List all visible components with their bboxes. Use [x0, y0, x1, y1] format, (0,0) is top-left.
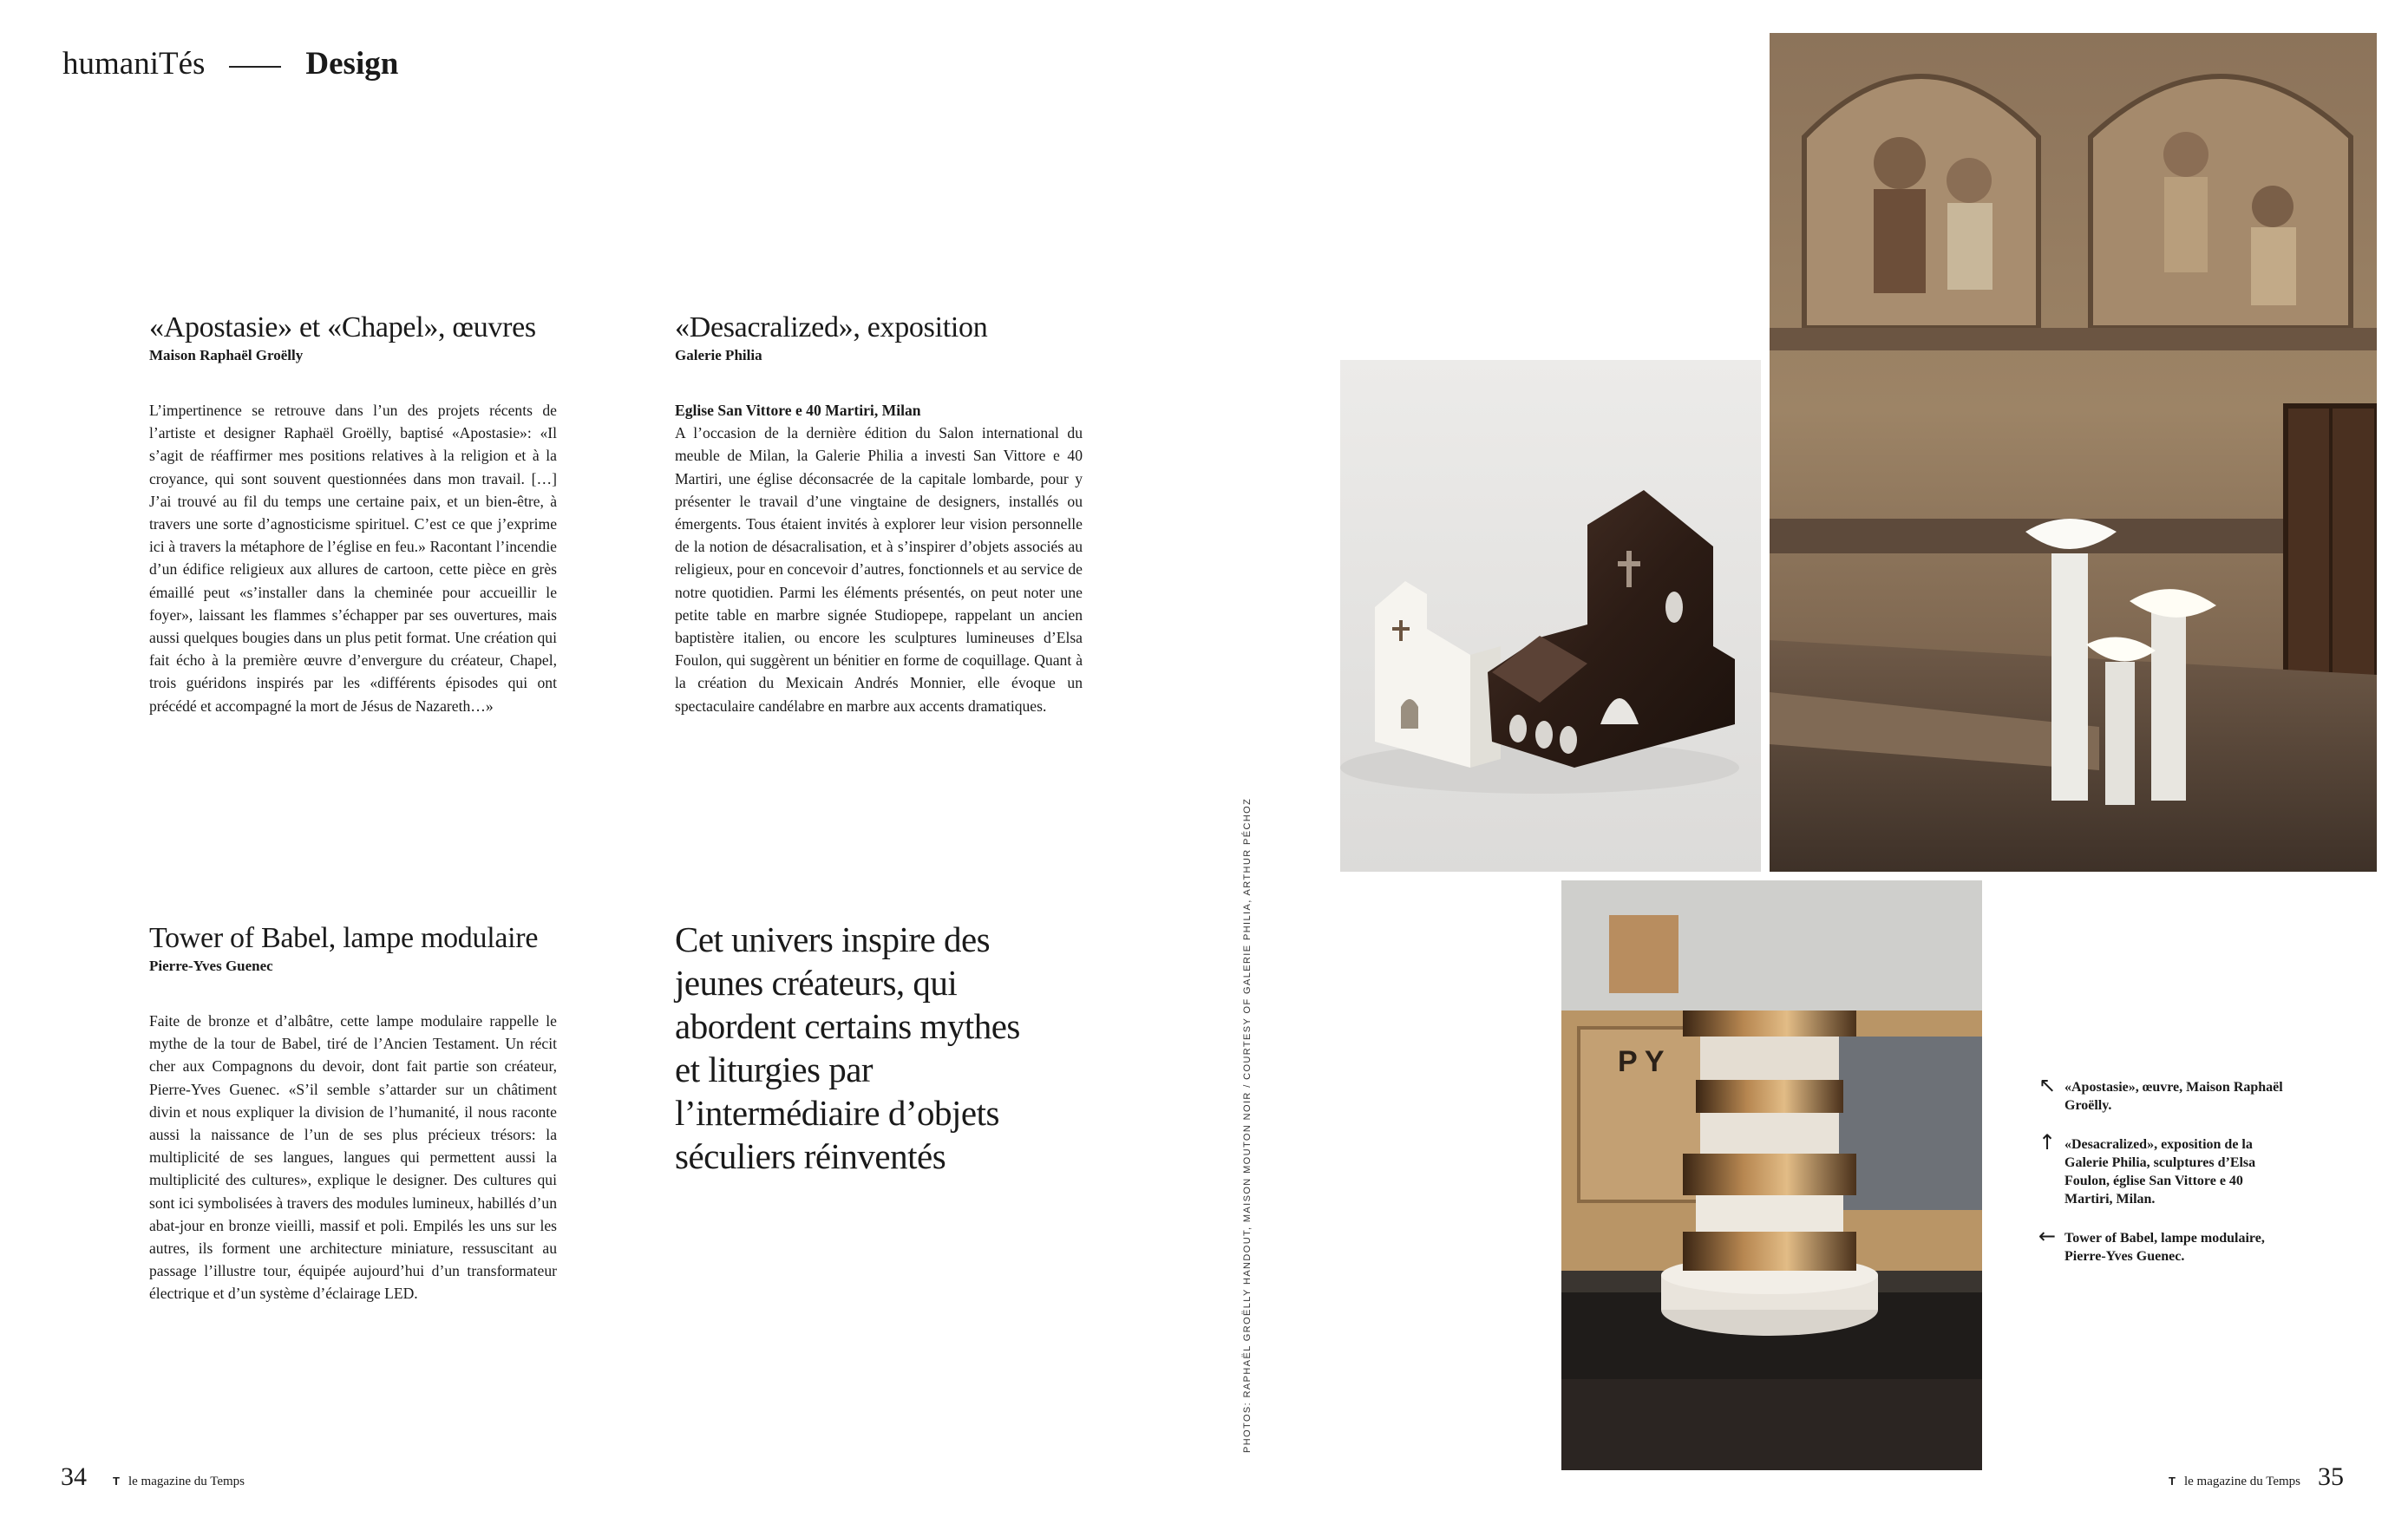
- magazine-mark: T: [113, 1475, 120, 1488]
- caption-desacralized: [2038, 1130, 2290, 1208]
- article-body-text: L’impertinence se retrouve dans l’un des projets récents de l’artiste et designer Raphaël Groëlly, baptisé «Apostasie»: «Il s’agit de réaffirmer mes positions relatives à la religion et à la croyance, qui sont souvent questionnées dans mon travail. […] J’ai trouvé au fil du temps une certaine paix, et un bien-être, à travers une sorte d’agnosticisme spirituel. C’est ce que j’exprime ici à travers la métaphore de l’église en feu.» Racontant l’incendie d’un édifice religieux aux allures de cartoon, cette pièce en grès émaillé peut «s’installer dans la cheminée pour accueillir le foyer», laissant les flammes s’échapper par ses ouvertures, mais aussi quelques bougies dans un plus petit format. Une création qui fait écho à la première œuvre d’envergure du créateur, Chapel, trois guéridons inspirés par les «différents épisodes qui ont précédé et accompagné la mort de Jésus de Nazareth…»: [149, 402, 557, 715]
- article-body-text: A l’occasion de la dernière édition du Salon international du meuble de Milan, la Galerie Philia a investi San Vittore e 40 Martiri, une église déconsacrée de la capitale lombarde, pour y présenter le travail d’une vingtaine de designers, installés ou émergents. Tous étaient invités à explorer leur vision personnelle de la notion de désacralisation, et à s’inspirer d’objets associés au religieux, pour en concevoir d’autres, fonctionnels et au service de notre quotidien. Parmi les éléments présentés, on peut noter une petite table en marbre signée Studiopepe, rappelant un ancien baptistère italien, ou encore les sculptures lumineuses d’Elsa Foulon, qui suggèrent un bénitier en forme de coquillage. Quant à la création du Mexicain Andrés Monnier, elle évoque un spectaculaire candélabre en marbre aux accents dramatiques.: [675, 424, 1083, 715]
- article-body-text: Faite de bronze et d’albâtre, cette lampe modulaire rappelle le mythe de la tour de Babel, tiré de l’Ancien Testament. Un récit cher aux Compagnons du devoir, dont fait partie son créateur, Pierre-Yves Guenec. «S’il semble s’attarder sur un châtiment divin et nous expliquer la division de l’humanité, il nous raconte aussi la naissance de l’un de ses plus précieux trésors: la multiplicité de ses langues, langues qui permettent aussi la multiplicité des cultures», explique le designer. Des cultures qui sont ici symbolisées à travers des modules lumineux, habillés d’un abat-jour en bronze vieilli, massif et poli. Empilés les uns sur les autres, ils forment une architecture miniature, ressuscitant au passage l’illustre tour, équipée aujourd’hui d’un transformateur électrique et d’un système d’éclairage LED.: [149, 1012, 557, 1303]
- section-label: Design: [305, 46, 399, 82]
- magazine-mark: T: [2169, 1475, 2176, 1488]
- magazine-name: le magazine du Temps: [128, 1475, 245, 1488]
- section-header: [62, 45, 398, 82]
- magazine-name: le magazine du Temps: [2183, 1475, 2301, 1488]
- photo-credit: PHOTOS: RAPHAËL GROËLLY HANDOUT, MAISON MOUTON NOIR / COURTESY OF GALERIE PHILIA, ARTHUR PÉCHOZ: [1242, 797, 1253, 1453]
- article-desacralized: [675, 311, 1083, 717]
- article-subtitle: Galerie Philia: [675, 347, 762, 363]
- pull-quote: Cet univers inspire des jeunes créateurs, qui abordent certains mythes et liturgies par l’intermédiaire d’objets séculiers réinventés: [675, 919, 1020, 1176]
- article-apostasie: [149, 311, 557, 717]
- captions: [2038, 1073, 2290, 1266]
- article-body: [675, 399, 1083, 717]
- tower-lamp-image: [1561, 880, 1982, 1470]
- article-subtitle: Maison Raphaël Groëlly: [149, 347, 304, 363]
- photo-apostasie: [1340, 360, 1761, 872]
- article-lead: Eglise San Vittore e 40 Martiri, Milan: [675, 402, 921, 419]
- caption-text: «Apostasie», œuvre, Maison Raphaël Groëlly.: [2064, 1080, 2283, 1113]
- rubric-label: humaniTés: [62, 46, 206, 82]
- article-subtitle: Pierre-Yves Guenec: [149, 958, 273, 974]
- caption-apostasie: [2038, 1073, 2290, 1115]
- article-title: «Desacralized», exposition: [675, 311, 988, 343]
- church-interior-image: [1770, 33, 2377, 872]
- magazine-footer-right: [2169, 1475, 2300, 1489]
- caption-text: «Desacralized», exposition de la Galerie Philia, sculptures d’Elsa Foulon, église San Vittore e 40 Martiri, Milan.: [2064, 1137, 2256, 1207]
- article-title: Tower of Babel, lampe modulaire: [149, 922, 539, 954]
- article-body: [149, 1010, 557, 1305]
- arrow-up-left-icon: ↖: [2038, 1073, 2057, 1097]
- page-number-left: 34: [61, 1462, 87, 1491]
- photo-desacralized: [1770, 33, 2377, 872]
- article-tower-of-babel: [149, 921, 557, 1305]
- article-title: «Apostasie» et «Chapel», œuvres: [149, 311, 536, 343]
- article-body: [149, 399, 557, 717]
- svg-text:P Y: P Y: [1618, 1045, 1665, 1078]
- arrow-up-icon: ↑: [2038, 1130, 2057, 1154]
- photo-tower-of-babel: [1561, 880, 1982, 1470]
- caption-tower-of-babel: [2038, 1224, 2290, 1266]
- arrow-left-icon: ←: [2038, 1224, 2057, 1248]
- ceramic-churches-image: [1340, 360, 1761, 872]
- page-number-right: 35: [2318, 1462, 2344, 1491]
- magazine-footer-left: [113, 1475, 245, 1489]
- header-divider: [229, 66, 281, 68]
- caption-text: Tower of Babel, lampe modulaire, Pierre-Yves Guenec.: [2064, 1231, 2265, 1264]
